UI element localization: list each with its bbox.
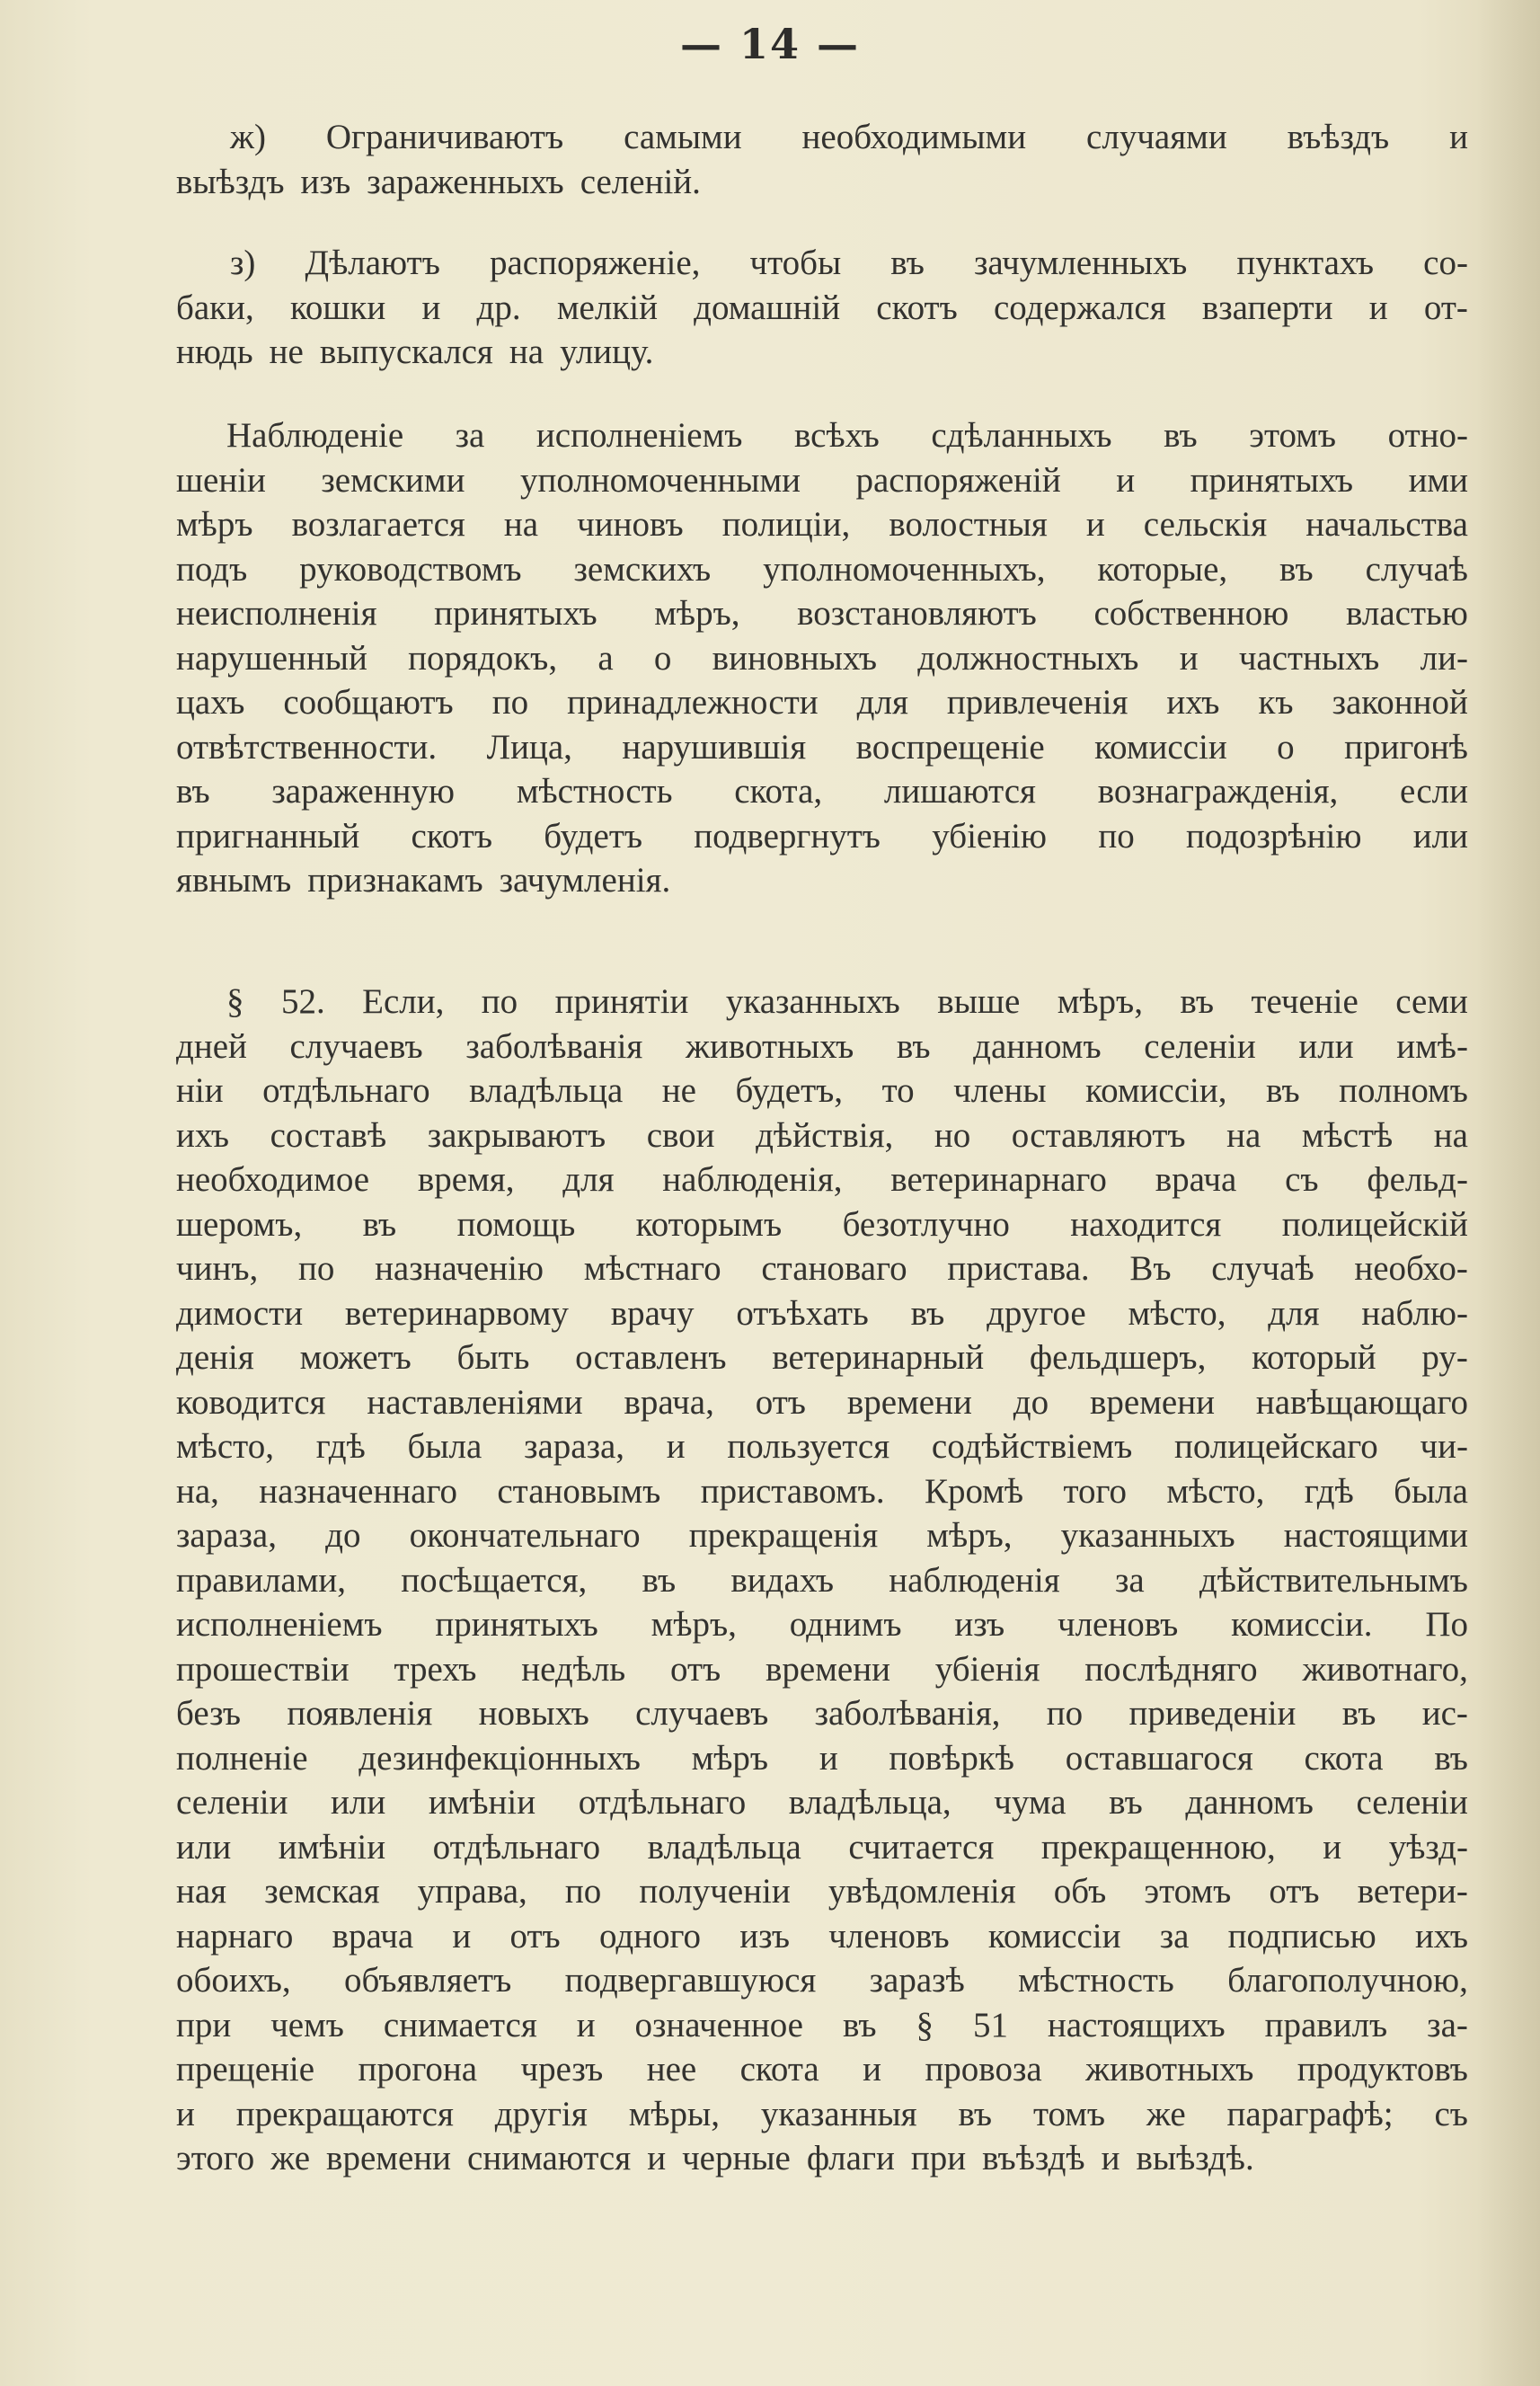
text-line: прошествіи трехъ недѣль отъ времени убіенія послѣдняго животнаго, [176, 1649, 1468, 1689]
text-line: исполненіемъ принятыхъ мѣръ, однимъ изъ членовъ комиссіи. По [176, 1605, 1468, 1644]
page-number: — 14 — [679, 20, 861, 68]
paragraph-52 [176, 980, 1468, 2181]
text-line: баки, кошки и др. мелкій домашній скотъ содержался взаперти и от- [176, 288, 1468, 327]
item-z-paragraph [176, 241, 1468, 375]
text-line: прещеніе прогона чрезъ нее скота и провоза животныхъ продуктовъ [176, 2050, 1468, 2089]
observation-paragraph [176, 413, 1468, 903]
text-line: и прекращаются другія мѣры, указанныя въ томъ же параграфѣ; съ [176, 2094, 1468, 2133]
text-line: нарушенный порядокъ, а о виновныхъ должностныхъ и частныхъ ли- [176, 638, 1468, 678]
text-line: ководится наставленіями врача, отъ времени до времени навѣщающаго [176, 1382, 1468, 1422]
text-line: или имѣніи отдѣльнаго владѣльца считается прекращенною, и уѣзд- [176, 1827, 1468, 1867]
text-line: з) Дѣлаютъ распоряженіе, чтобы въ зачумленныхъ пунктахъ со- [230, 244, 1468, 282]
text-line: выѣздъ изъ зараженныхъ селеній. [176, 162, 701, 201]
text-line: шеніи земскими уполномоченными распоряженій и принятыхъ ими [176, 460, 1468, 500]
text-line: безъ появленія новыхъ случаевъ заболѣванія, по приведеніи въ ис- [176, 1694, 1468, 1733]
text-line: ж) Ограничиваютъ самыми необходимыми случаями въѣздъ и [230, 118, 1468, 156]
text-line: пригнанный скотъ будетъ подвергнутъ убіенію по подозрѣнію или [176, 816, 1468, 856]
text-line: отвѣтственности. Лица, нарушившія воспрещеніе комиссіи о пригонѣ [176, 727, 1468, 767]
text-line: въ зараженную мѣстность скота, лишаются вознагражденія, если [176, 772, 1468, 811]
text-line: нарнаго врача и отъ одного изъ членовъ комиссіи за подписью ихъ [176, 1916, 1468, 1956]
text-line: при чемъ снимается и означенное въ § 51 настоящихъ правилъ за- [176, 2005, 1468, 2045]
text-line: нюдь не выпускался на улицу. [176, 333, 654, 371]
text-line: правилами, посѣщается, въ видахъ наблюденія за дѣйствительнымъ [176, 1560, 1468, 1600]
text-line: Наблюденіе за исполненіемъ всѣхъ сдѣланныхъ въ этомъ отно- [226, 416, 1468, 455]
text-line: цахъ сообщаютъ по принадлежности для привлеченія ихъ къ законной [176, 683, 1468, 722]
text-line: на, назначеннаго становымъ приставомъ. Кромѣ того мѣсто, гдѣ была [176, 1471, 1468, 1511]
text-line: зараза, до окончательнаго прекращенія мѣръ, указанныхъ настоящими [176, 1516, 1468, 1555]
text-line: § 52. Если, по принятіи указанныхъ выше мѣръ, въ теченіе семи [226, 982, 1468, 1021]
text-line: явнымъ признакамъ зачумленія. [176, 861, 671, 900]
text-line: полненіе дезинфекціонныхъ мѣръ и повѣркѣ оставшагося скота въ [176, 1738, 1468, 1778]
page-edge-shadow [1477, 0, 1540, 2386]
text-line: чинъ, по назначенію мѣстнаго становаго пристава. Въ случаѣ необхо- [176, 1249, 1468, 1288]
text-line: мѣсто, гдѣ была зараза, и пользуется содѣйствіемъ полицейскаго чи- [176, 1427, 1468, 1466]
text-line: ніи отдѣльнаго владѣльца не будетъ, то члены комиссіи, въ полномъ [176, 1071, 1468, 1110]
text-line: мѣръ возлагается на чиновъ полиціи, волостныя и сельскія начальства [176, 505, 1468, 544]
text-line: шеромъ, въ помощь которымъ безотлучно находится полицейскій [176, 1204, 1468, 1244]
text-line: селеніи или имѣніи отдѣльнаго владѣльца, чума въ данномъ селеніи [176, 1783, 1468, 1822]
text-line: неисполненія принятыхъ мѣръ, возстановляютъ собственною властью [176, 594, 1468, 633]
text-line: необходимое время, для наблюденія, ветеринарнаго врача съ фельд- [176, 1160, 1468, 1199]
text-line: этого же времени снимаются и черные флаги при въѣздѣ и выѣздѣ. [176, 2139, 1254, 2178]
text-line: ная земская управа, по полученіи увѣдомленія объ этомъ отъ ветери- [176, 1872, 1468, 1911]
text-line: димости ветеринарвому врачу отъѣхать въ другое мѣсто, для наблю- [176, 1293, 1468, 1333]
text-line: ихъ составѣ закрываютъ свои дѣйствія, но оставляютъ на мѣстѣ на [176, 1115, 1468, 1155]
text-line: обоихъ, объявляетъ подвергавшуюся заразѣ мѣстность благополучною, [176, 1961, 1468, 2000]
text-line: подъ руководствомъ земскихъ уполномоченныхъ, которые, въ случаѣ [176, 549, 1468, 589]
text-line: денія можетъ быть оставленъ ветеринарный фельдшеръ, который ру- [176, 1338, 1468, 1377]
item-zh-paragraph [176, 115, 1468, 204]
text-line: дней случаевъ заболѣванія животныхъ въ данномъ селеніи или имѣ- [176, 1026, 1468, 1066]
